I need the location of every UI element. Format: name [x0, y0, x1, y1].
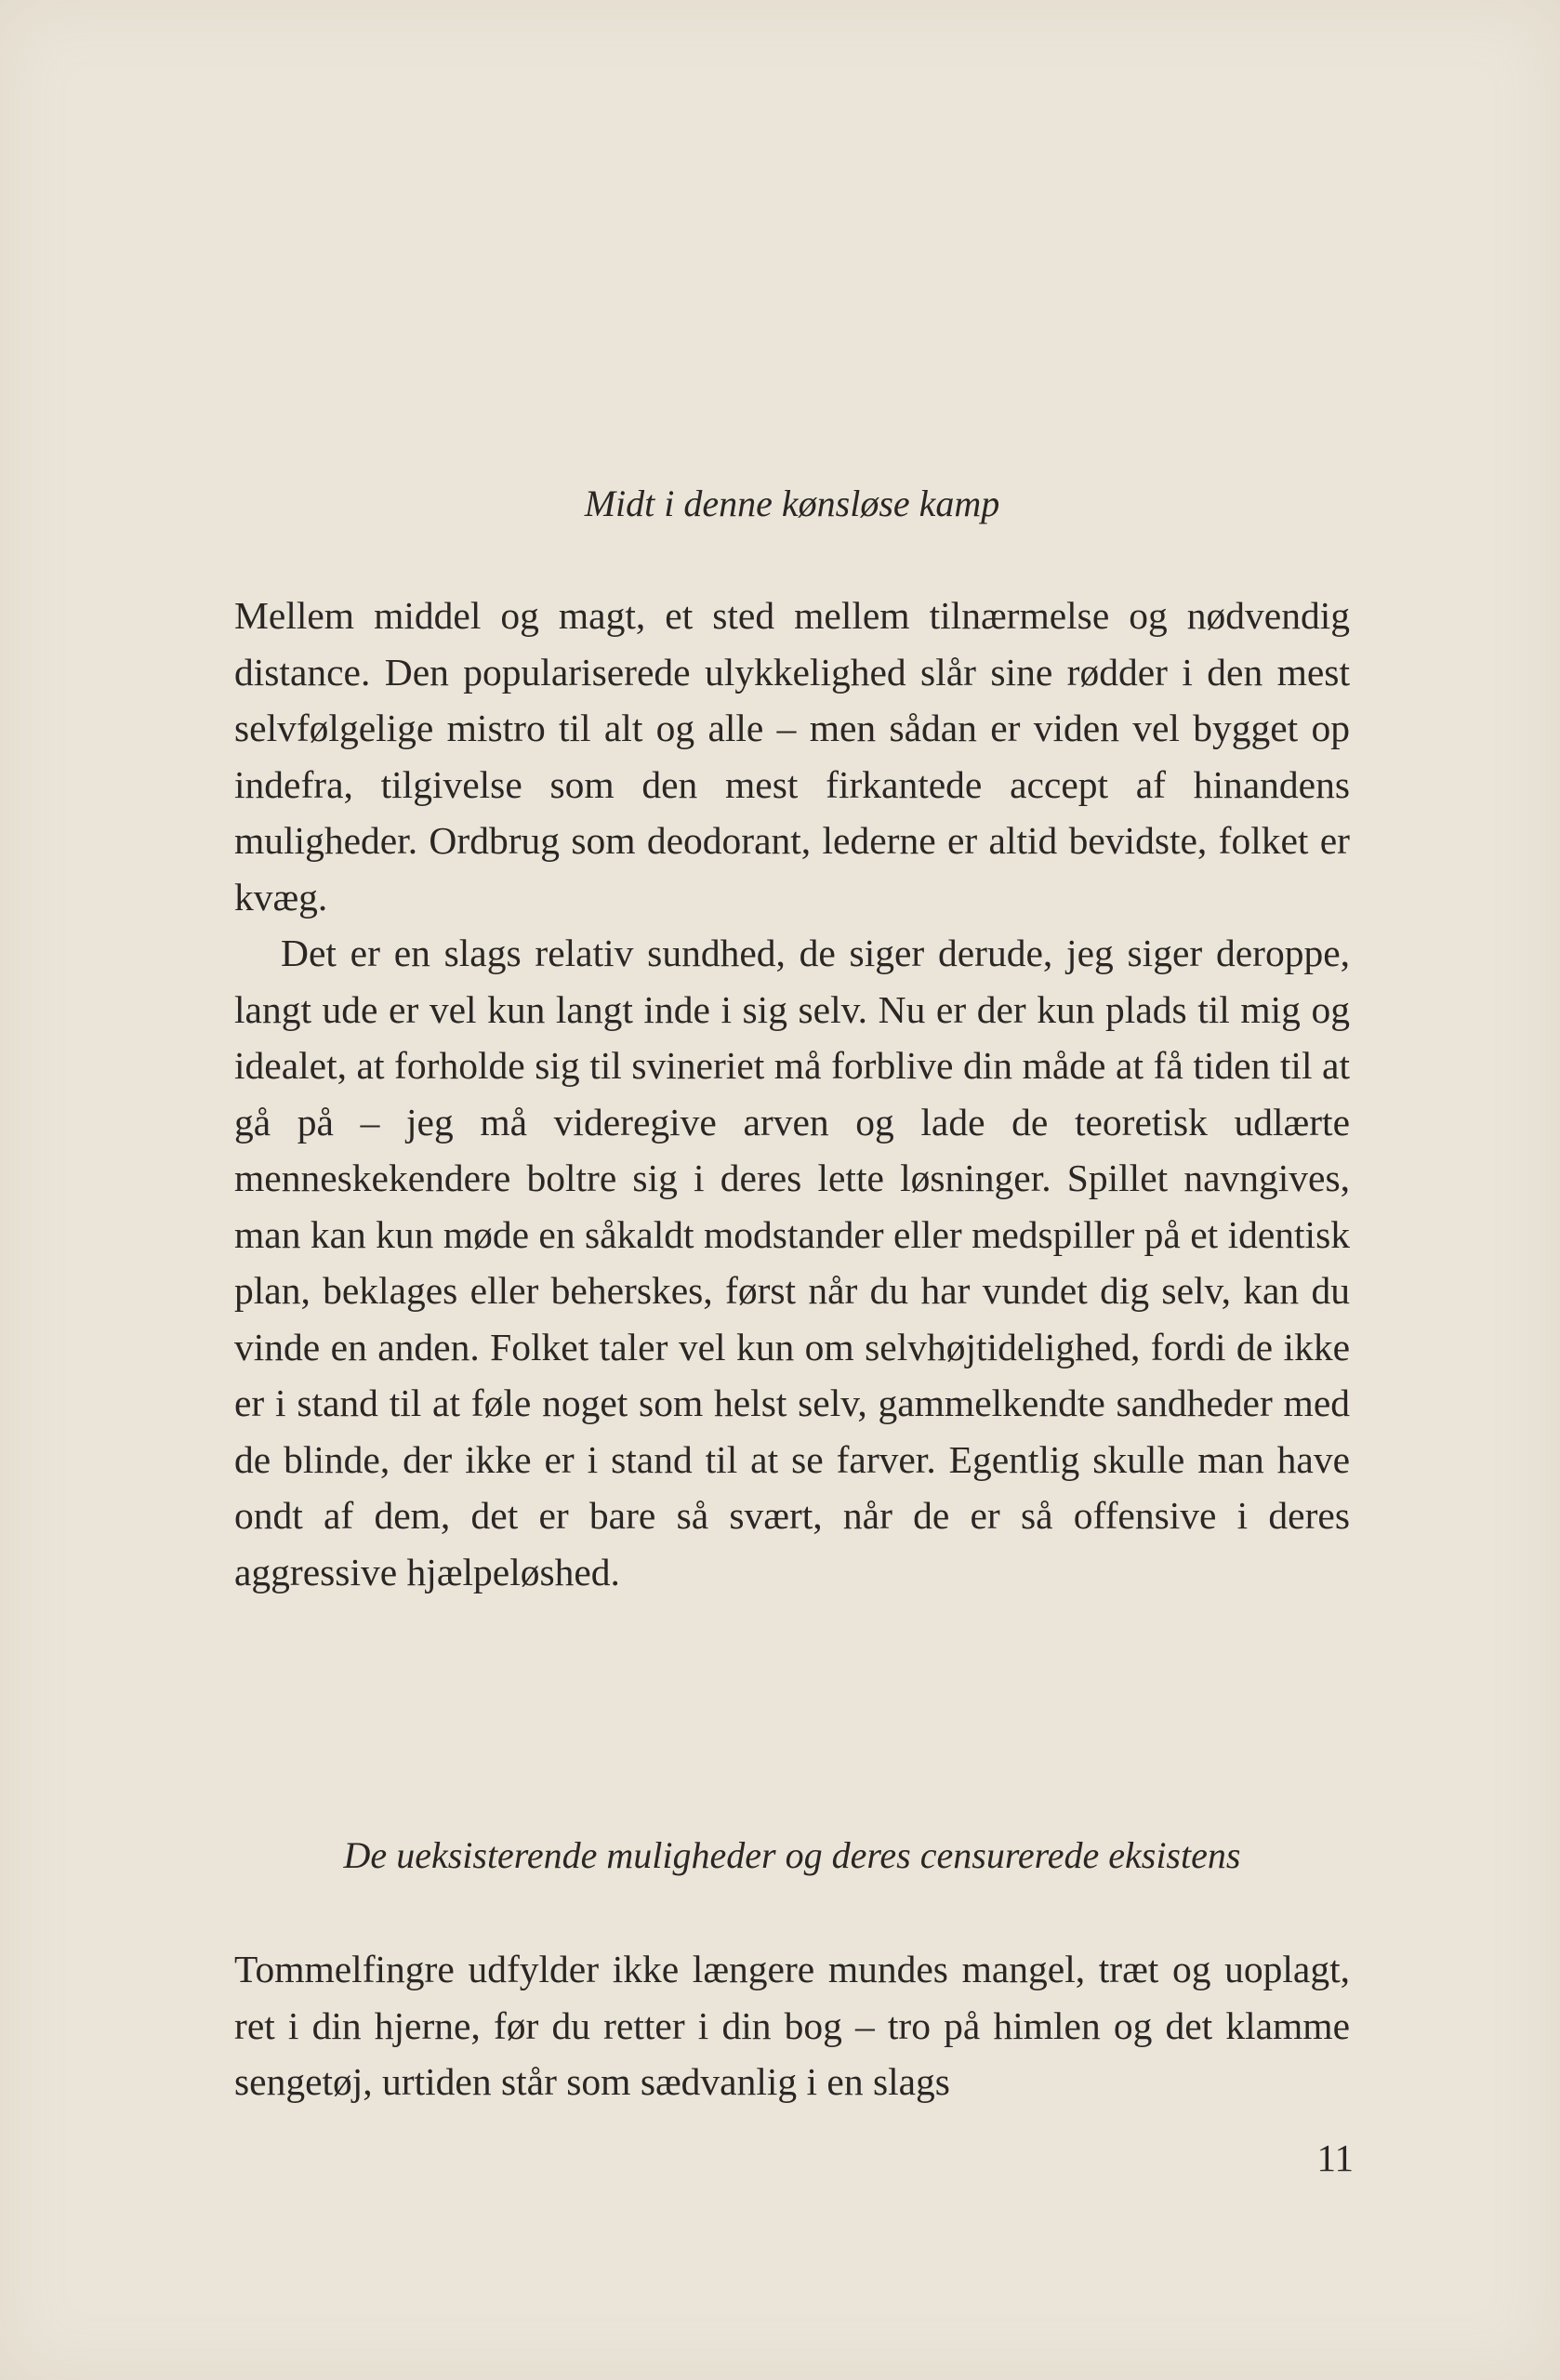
paragraph: Det er en slags relativ sundhed, de siger derude, jeg siger deroppe, langt ude er vel kun langt inde i sig selv. Nu er der kun plads til mig og idealet, at forholde sig til svineriet må forblive din måde at få tiden til at gå på – jeg må videregive arven og lade de teoretisk udlærte menneskekendere boltre sig i deres lette løsninger. Spillet navngives, man kan kun møde en såkaldt modstander eller medspiller på et identisk plan, beklages eller beherskes, først når du har vundet dig selv, kan du vinde en anden. Folket taler vel kun om selvhøjtidelighed, fordi de ikke er i stand til at føle noget som helst selv, gammelkendte sandheder med de blinde, der ikke er i stand til at se farver. Egentlig skulle man have ondt af dem, det er bare så svært, når de er så offensive i deres aggressive hjælpeløshed. [234, 932, 1350, 1593]
section-heading: Midt i denne kønsløse kamp [584, 483, 1000, 524]
section-body [234, 1941, 1350, 2110]
section-heading: De ueksisterende muligheder og deres censurerede eksistens [343, 1834, 1241, 1876]
section-body [234, 588, 1350, 1600]
paragraph: Tommelfingre udfylder ikke længere mundes mangel, træt og uoplagt, ret i din hjerne, før du retter i din bog – tro på himlen og det klamme sengetøj, urtiden står som sædvanlig i en slags [234, 1948, 1350, 2103]
page-number: 11 [1316, 2136, 1354, 2179]
paragraph: Mellem middel og magt, et sted mellem tilnærmelse og nødvendig distance. Den populariserede ulykkelighed slår sine rødder i den mest selvfølgelige mistro til alt og alle – men sådan er viden vel bygget op indefra, tilgivelse som den mest firkantede accept af hinandens muligheder. Ordbrug som deodorant, lederne er altid bevidste, folket er kvæg. [234, 594, 1350, 919]
